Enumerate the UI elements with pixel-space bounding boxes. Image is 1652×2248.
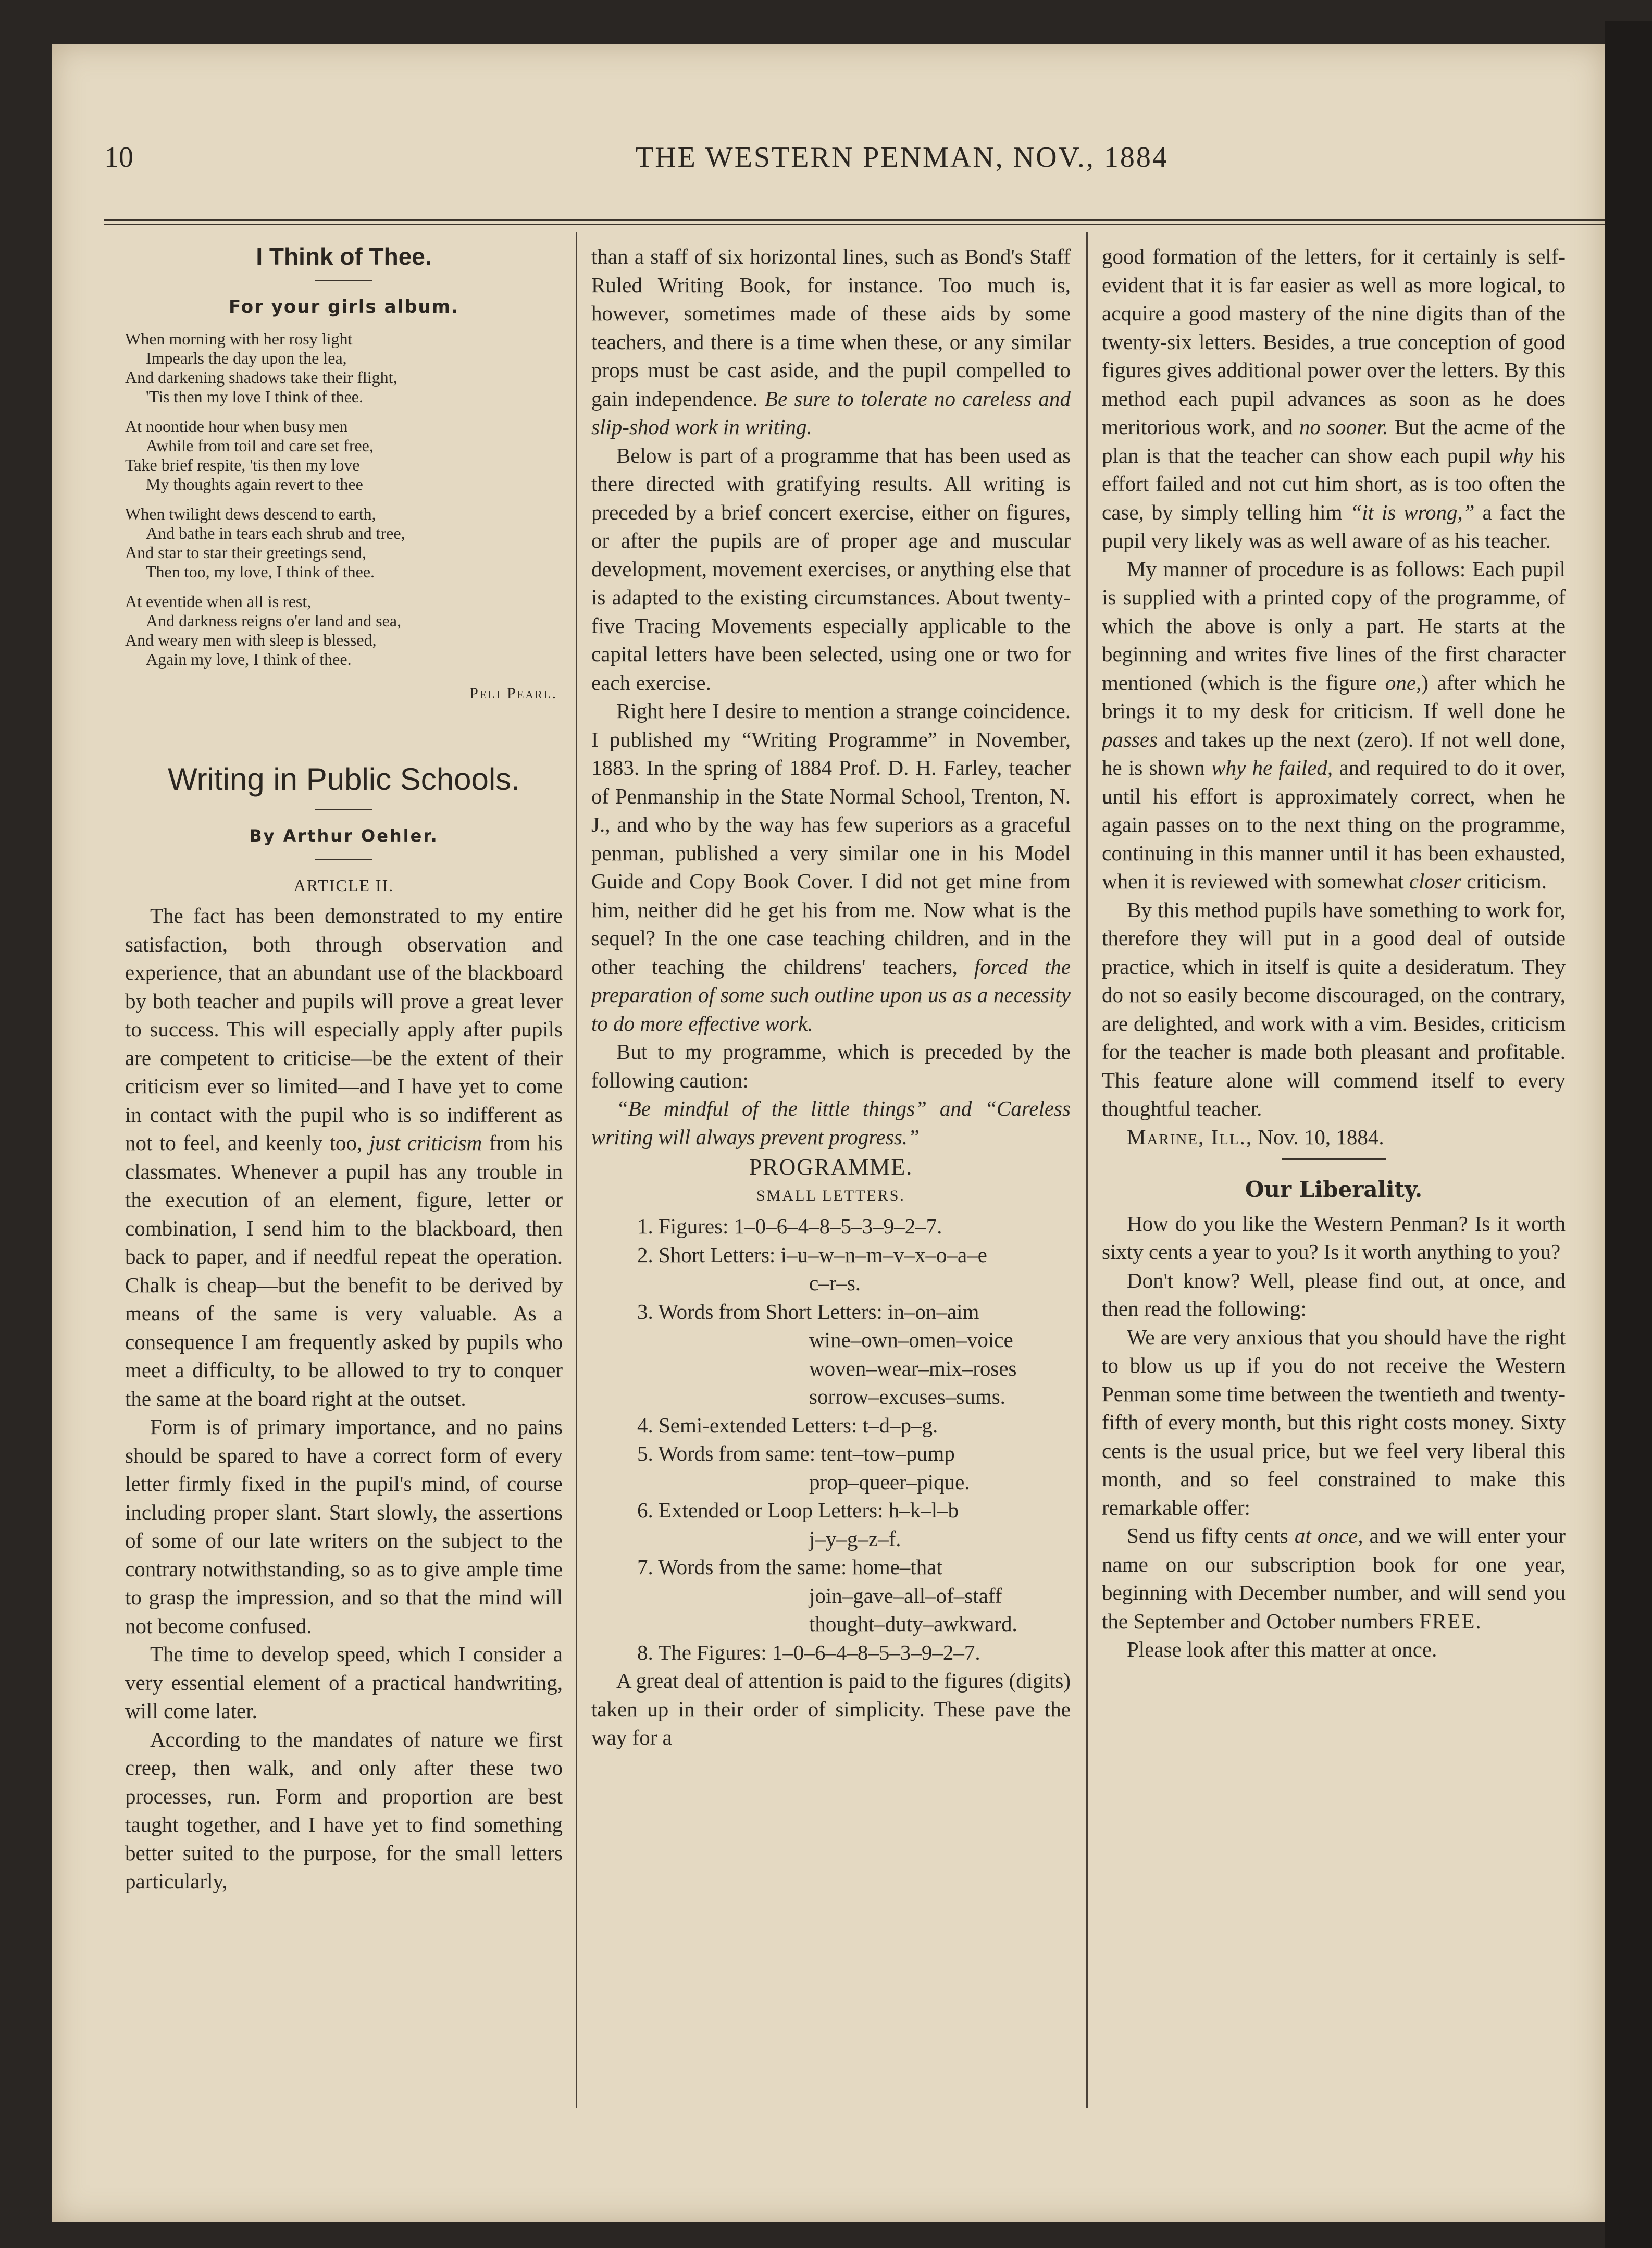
programme-item-cont: woven–wear–mix–roses (809, 1356, 1017, 1380)
poem-line: And bathe in tears each shrub and tree, (146, 524, 405, 542)
section-title: Our Liberality. (1245, 1177, 1423, 1202)
poem-line: Then too, my love, I think of thee. (146, 562, 375, 581)
column-2 (591, 242, 1071, 2097)
column-1 (125, 242, 563, 2097)
paragraph: Send us fifty cents at once, and we will enter your name on our subscription book for one year, beginning with December number, and will send you the September and October numbers FREE. (1102, 1524, 1566, 1633)
poem-line: And star to star their greetings send, (125, 543, 366, 562)
paragraph: than a staff of six horizontal lines, such as Bond's Staff Ruled Writing Book, for instance. Too much is, however, sometimes made of these aids by some teachers, and there is a time when these, or any similar props must be cast aside, and the pupil compelled to gain independence. Be sure to tolerate no careless and slip-shod work in writing. (591, 244, 1071, 439)
newspaper-page (52, 44, 1605, 2222)
programme-item: 1. Figures: 1–0–6–4–8–5–3–9–2–7. (637, 1214, 942, 1238)
page-number: 10 (104, 141, 133, 174)
programme-item: 2. Short Letters: i–u–w–n–m–v–x–o–a–e (637, 1242, 987, 1267)
poem-line: Take brief respite, 'tis then my love (125, 455, 360, 474)
paragraph: good formation of the letters, for it certainly is self-evident that it is far easier as well as more logical, to acquire a good mastery of the nine digits than of the twenty-six letters. Besides, a true conception of good figures gives additional power over the letters. By this method each pupil advances as soon as he does meritorious work, and no sooner. But the acme of the plan is that the teacher can show each pupil why his effort failed and not cut him short, as is too often the case, by simply telling him “it is wrong,” a fact the pupil very likely was as well aware of as his teacher. (1102, 244, 1566, 552)
paragraph: By this method pupils have something to work for, therefore they will put in a good deal of outside practice, which in itself is quite a desideratum. They do not so easily become discouraged, on the contrary, are delighted, and work with a vim. Besides, criticism for the teacher is made both pleasant and profitable. This feature alone will commend itself to every thoughtful teacher. (1102, 897, 1566, 1120)
book-edge (1605, 21, 1652, 2248)
programme-item: 4. Semi-extended Letters: t–d–p–g. (637, 1413, 938, 1437)
header-rule-thin (104, 224, 1605, 225)
poem-stanza (125, 417, 563, 494)
programme-item: 7. Words from the same: home–that (637, 1555, 942, 1579)
poem-line: Again my love, I think of thee. (146, 650, 352, 669)
programme-item-cont: join–gave–all–of–staff (809, 1583, 1002, 1608)
programme-title: PROGRAMME. (749, 1154, 913, 1180)
programme-subtitle: SMALL LETTERS. (756, 1187, 905, 1204)
programme-item: 5. Words from same: tent–tow–pump (637, 1441, 955, 1465)
column-3 (1102, 242, 1566, 2097)
programme-item-cont: c–r–s. (809, 1271, 861, 1295)
divider (1282, 1158, 1386, 1160)
paragraph: The fact has been demonstrated to my entire satisfaction, both through observation and experience, that an abundant use of the blackboard by both teacher and pupils will prove a great lever to success. This will especially apply after pupils are competent to criticise—be the extent of their criticism ever so limited—and I have yet to come in contact with the pupil who is so indifferent as not to feel, and keenly too, just criticism from his classmates. Whenever a pupil has any trouble in the execution of an element, figure, letter or combination, I send him to the blackboard, then back to paper, and if needful repeat the operation. Chalk is cheap—but the benefit to be derived by means of the same is very valuable. As a consequence I am frequently asked by pupils who meet a difficulty, to be allowed to try to conquer the same at the board right at the outset. (125, 904, 563, 1411)
poem-line: Awhile from toil and care set free, (146, 436, 374, 455)
poem-line: And weary men with sleep is blessed, (125, 631, 377, 649)
paragraph: We are very anxious that you should have the right to blow us up if you do not receive the Western Penman some time between the twentieth and twenty-fifth of every month, but this right costs money. Sixty cents is the usual price, but we feel very liberal this month, and so feel constrained to make this remarkable offer: (1102, 1325, 1566, 1520)
masthead: THE WESTERN PENMAN, NOV., 1884 (636, 141, 1169, 174)
caution: “Be mindful of the little things” and “Careless writing will always prevent progress.” (591, 1096, 1071, 1149)
programme-item-cont: j–y–g–z–f. (809, 1526, 901, 1551)
paragraph: Form is of primary importance, and no pains should be spared to have a correct form of every letter firmly fixed in the pupil's mind, of course including proper slant. Start slowly, the assertions of some of our late writers on the subject to the contrary notwithstanding, so as to give ample time to grasp the impression, and so that the mind will not become confused. (125, 1415, 563, 1638)
paragraph: A great deal of attention is paid to the figures (digits) taken up in their order of simplicity. These pave the way for a (591, 1669, 1071, 1749)
paragraph: According to the mandates of nature we first creep, then walk, and only after these two processes, run. Form and proportion are best taught together, and I have yet to find something better suited to the purpose, for the small letters particularly, (125, 1727, 563, 1893)
paragraph: But to my programme, which is preceded by the following caution: (591, 1040, 1071, 1092)
poem-author: Peli Pearl. (469, 685, 557, 702)
poem-line: Impearls the day upon the lea, (146, 349, 347, 367)
divider (315, 809, 372, 810)
paragraph: My manner of procedure is as follows: Each pupil is supplied with a printed copy of the programme, of which the above is only a part. He starts at the beginning and writes five lines of the first character mentioned (which is the figure one,) after which he brings it to my desk for criticism. If well done he passes and takes up the next (zero). If not well done, he is shown why he failed, and required to do it over, until his effort is approximately correct, when he again passes on to the next thing on the programme, continuing in this manner until it has been exhausted, when it is reviewed with somewhat closer criticism. (1102, 557, 1566, 893)
article-byline: By Arthur Oehler. (249, 826, 439, 846)
poem-stanza (125, 329, 563, 406)
programme-item-cont: sorrow–excuses–sums. (809, 1385, 1005, 1409)
paragraph: Right here I desire to mention a strange coincidence. I published my “Writing Programme” in November, 1883. In the spring of 1884 Prof. D. H. Farley, teacher of Penmanship in the State Normal School, Trenton, N. J., and who by the way has few superiors as a graceful penman, published a very similar one in his Model Guide and Copy Book Cover. I did not get mine from him, neither did he get his from me. Now what is the sequel? In the one case teaching children, and in the other teaching the childrens' teachers, forced the preparation of some such outline upon us as a necessity to do more effective work. (591, 699, 1071, 1035)
divider (315, 280, 372, 281)
programme-item-cont: prop–queer–pique. (809, 1469, 970, 1494)
programme-item-cont: wine–own–omen–voice (809, 1328, 1013, 1352)
poem-line: At eventide when all is rest, (125, 592, 312, 611)
dateline: Marine, Ill., Nov. 10, 1884. (1127, 1125, 1384, 1149)
poem-line: When morning with her rosy light (125, 329, 353, 348)
poem-line: And darkness reigns o'er land and sea, (146, 611, 402, 630)
programme-item: 3. Words from Short Letters: in–on–aim (637, 1299, 979, 1324)
poem-line: And darkening shadows take their flight, (125, 368, 398, 387)
paragraph: How do you like the Western Penman? Is it worth sixty cents a year to you? Is it worth anything to you? (1102, 1211, 1566, 1264)
paragraph: Below is part of a programme that has been used as there directed with gratifying results. All writing is preceded by a brief concert exercise, either on figures, or after the pupils are of proper age and muscular development, movement exercises, or anything else that is adapted to the existing circumstances. About twenty-five Tracing Movements especially applicable to the capital letters have been selected, using one or two for each exercise. (591, 443, 1071, 695)
divider (315, 859, 372, 860)
poem-title: I Think of Thee. (256, 243, 432, 270)
poem-line: My thoughts again revert to thee (146, 475, 363, 493)
programme-item: 8. The Figures: 1–0–6–4–8–5–3–9–2–7. (637, 1640, 980, 1664)
poem-line: At noontide hour when busy men (125, 417, 348, 436)
paragraph: Please look after this matter at once. (1127, 1637, 1437, 1661)
column-divider (576, 232, 577, 2108)
paragraph: Don't know? Well, please find out, at once, and then read the following: (1102, 1268, 1566, 1320)
paragraph: The time to develop speed, which I consider a very essential element of a practical handwriting, will come later. (125, 1642, 563, 1723)
poem-stanza (125, 504, 563, 582)
article-title: Writing in Public Schools. (168, 761, 520, 797)
column-divider (1086, 232, 1088, 2108)
poem-line: 'Tis then my love I think of thee. (146, 387, 363, 406)
programme-item-cont: thought–duty–awkward. (809, 1612, 1017, 1636)
programme-item: 6. Extended or Loop Letters: h–k–l–b (637, 1498, 959, 1522)
page-header (52, 141, 1605, 182)
poem-line: When twilight dews descend to earth, (125, 504, 376, 523)
article-number: ARTICLE II. (293, 875, 394, 895)
header-rule (104, 219, 1605, 221)
poem-subtitle: For your girls album. (228, 296, 459, 317)
poem-stanza (125, 592, 563, 669)
